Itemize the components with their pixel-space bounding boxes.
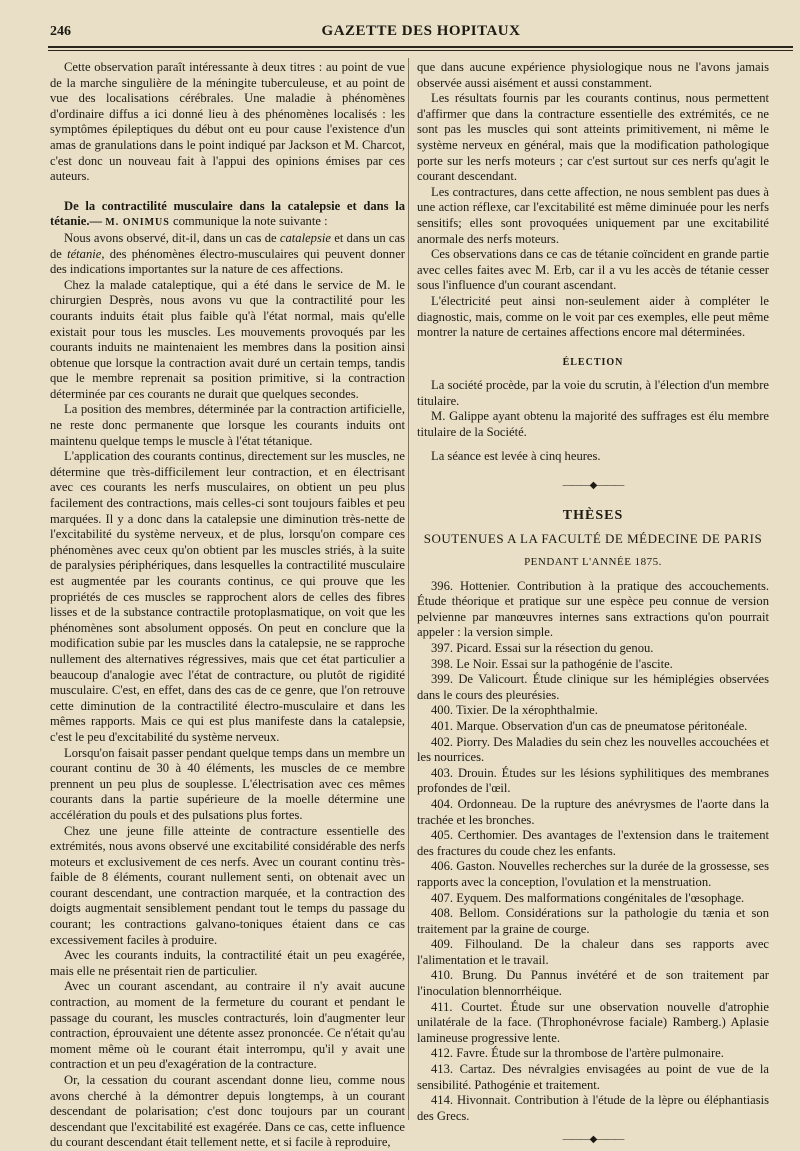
- paragraph: Avec un courant ascendant, au contraire il n'y avait aucune contraction, au moment de la fermeture du courant et pendant le passage du courant, les muscles contracturés, loin d'augmenter leur contraction, éprouvaient une détente assez prononcée. Ce n'était qu'au moment même où le courant était interrompu, qu'il y avait une contraction et un peu d'exagération de la contracture.: [50, 979, 405, 1072]
- theses-subtitle: SOUTENUES A LA FACULTÉ DE MÉDECINE DE PARIS: [423, 531, 763, 547]
- thesis-entry: 399. De Valicourt. Étude clinique sur les hémiplégies observées dans le cours des pleurésies.: [417, 672, 769, 702]
- thesis-entry: 408. Bellom. Considérations sur la pathologie du tænia et son traitement par la graine de courge.: [417, 906, 769, 936]
- thesis-entry: 405. Certhomier. Des avantages de l'extension dans le traitement des fractures du coude chez les enfants.: [417, 828, 769, 858]
- column-divider: [408, 58, 409, 1120]
- thesis-entry: 409. Filhouland. De la chaleur dans ses rapports avec l'alimentation et le travail.: [417, 937, 769, 967]
- paragraph: Chez une jeune fille atteinte de contracture essentielle des extrémités, nous avons observé une excitabilité considérable des nerfs moteurs et exclusivement de ces nerfs. Avec un courant continu très-faible de 8 éléments, courant nullement senti, on obtenait avec un courant descendant, une contraction marquée, et la contraction des doigts augmentait sensiblement pendant tout le temps du passage du courant; les contractions galvano-toniques étaient dans ce cas excessivement faciles à produire.: [50, 823, 405, 947]
- paragraph: Les résultats fournis par les courants continus, nous permettent d'affirmer que dans la contracture essentielle des extrémités, ce ne sont pas les muscles qui sont atteints primitivement, ni même le système nerveux en général, mais que la modification pathologique porte sur les nerfs moteurs ; car c'est surtout sur ces nerfs qu'agit le courant descendant.: [417, 91, 769, 184]
- heading-title: De la contractilité musculaire dans la catalepsie et dans la tétanie.—: [50, 198, 405, 229]
- thesis-entry: 414. Hivonnait. Contribution à l'étude de la lèpre ou éléphantiasis des Grecs.: [417, 1093, 769, 1123]
- thesis-entry: 402. Piorry. Des Maladies du sein chez les nouvelles accouchées et les nourrices.: [417, 734, 769, 765]
- paragraph: Ces observations dans ce cas de tétanie coïncident en grande partie avec celles faites avec M. Erb, car il a vu les accès de tétanie cesser sous l'influence d'un courant ascendant.: [417, 247, 769, 293]
- paragraph: que dans aucune expérience physiologique nous ne l'avons jamais observée aussi aisément et aussi constamment.: [417, 60, 769, 90]
- paragraph: Or, la cessation du courant ascendant donne lieu, comme nous avons cherché à la démontrer depuis longtemps, à un courant descendant de polarisation; c'est donc toujours par un courant descendant que l'excitabilité est exagérée. Dans ce cas, cette influence du courant descendant était tellement nette, et si facile à reproduire,: [50, 1073, 405, 1150]
- paragraph: Cette observation paraît intéressante à deux titres : au point de vue de la marche singulière de la méningite tuberculeuse, et au point de vue des localisations cérébrales. Une maladie à phénomènes d'ordinaire diffus a ici donné lieu à des phénomènes localisés : les symptômes épileptiques du début ont eu pour cause l'existence d'un amas de granulations dans le point indiqué par Jackson et M. Charcot, c'est donc un nouveau fait à l'appui des opinions émises par ces auteurs.: [50, 60, 405, 184]
- page-header: [50, 20, 792, 46]
- thesis-entry: 401. Marque. Observation d'un cas de pneumatose péritonéale.: [431, 718, 748, 733]
- thesis-entry: 400. Tixier. De la xérophthalmie.: [431, 703, 598, 718]
- thesis-entry: 410. Brung. Du Pannus invétéré et de son traitement par l'inoculation blennorrhéique.: [417, 968, 769, 999]
- paragraph: La société procède, par la voie du scrutin, à l'élection d'un membre titulaire.: [417, 378, 769, 408]
- paragraph: Les contractures, dans cette affection, ne nous semblent pas dues à une action réflexe, car l'excitabilité est même diminuée pour les nerfs sensitifs; elles sont provoquées uniquement par une excitabilité anormale des nerfs moteurs.: [417, 184, 769, 246]
- paragraph: L'application des courants continus, directement sur les muscles, ne détermine que très-difficilement leur contraction, et en électrisant avec ces courants les nerfs musculaires, on obtient un peu plus facilement des contractions, mais celles-ci sont toujours faibles et peu marquées. Il y a donc dans la catalepsie une diminution très-nette de l'excitabilité du système nerveux, et de plus, lorsqu'on compare ces phénomènes avec ceux qu'on obtient par les muscles striés, à la suite de paralysies périphériques, dans lesquelles la contractilité musculaire est augmentée par les courants continus, ce qui prouve que les propriétés de ces muscles se rapprochent alors de celles des fibres lisses et de la substance contractile protoplasmatique, on voit que les phénomènes sont absolument opposés. On peut en conclure que la modification subie par les muscles dans la catalepsie, ne se rapproche nullement des alternatives régressives, mais que cet état particulier a beaucoup d'analogie avec l'état de contracture, ou plutôt de rigidité musculaire. C'est, en effet, dans des cas de ce genre, que l'on retrouve cette diminution de la contractilité électro-musculaire et dans les mêmes rapports. Mais ce qui est plus manifeste dans la catalepsie, c'est le peu d'excitabilité du système nerveux.: [50, 449, 405, 744]
- heading-tail: communique la note suivante :: [169, 214, 328, 229]
- paragraph: Nous avons observé, dit-il, dans un cas de catalepsie et dans un cas de tétanie, des phénomènes électro-musculaires qui peuvent donner des indications importantes sur la nature de ces affections.: [50, 230, 405, 277]
- thesis-entry: 412. Favre. Étude sur la thrombose de l'artère pulmonaire.: [431, 1046, 724, 1061]
- ornament-end: ———◆———: [562, 1134, 624, 1146]
- theses-title: THÈSES: [562, 507, 624, 523]
- thesis-entry: 406. Gaston. Nouvelles recherches sur la durée de la grossesse, ses rapports avec la conception, l'ovulation et la menstruation.: [417, 859, 769, 889]
- header-rule-thin: [48, 50, 793, 51]
- right-column: [417, 60, 769, 1148]
- paragraph: Avec les courants induits, la contractilité était un peu exagérée, mais elle ne présentait rien de particulier.: [50, 948, 405, 978]
- section-heading: [50, 199, 405, 231]
- thesis-entry: 398. Le Noir. Essai sur la pathogénie de l'ascite.: [431, 656, 673, 671]
- paragraph: La séance est levée à cinq heures.: [431, 448, 601, 463]
- theses-list: [417, 579, 769, 1125]
- left-column: [50, 60, 405, 1151]
- page-number: 246: [50, 24, 71, 39]
- thesis-entry: 413. Cartaz. Des névralgies envisagées au point de vue de la sensibilité. Pathogénie et traitement.: [417, 1062, 769, 1092]
- election-heading: ÉLECTION: [562, 356, 624, 368]
- paragraph: Chez la malade cataleptique, qui a été dans le service de M. le chirurgien Desprès, nous avons vu que la contractilité pour les courants induits était plus faible qu'à l'état normal, mais qu'elle existait pour tous les muscles. Les mouvements provoqués par les courants induits ne maintenaient les membres dans la position ainsi obtenue que lorsque la contraction avait duré un certain temps, tandis que le membre reprenait sa position primitive, si la contraction déterminée par ces courants ne durait que quelques secondes.: [50, 277, 405, 401]
- thesis-entry: 407. Eyquem. Des malformations congénitales de l'œsophage.: [431, 890, 745, 905]
- thesis-entry: 404. Ordonneau. De la rupture des anévrysmes de l'aorte dans la trachée et les bronches.: [417, 796, 769, 827]
- paragraph: Lorsqu'on faisait passer pendant quelque temps dans un membre un courant continu de 30 à 40 éléments, les muscles de ce membre prennent un peu plus de souplesse. L'électrisation avec ces mêmes courants dans la partie supérieure de la moelle détermine une accélération du pouls et des pulsations plus fortes.: [50, 745, 405, 822]
- paragraph: L'électricité peut ainsi non-seulement aider à compléter le diagnostic, mais, comme on le voit par ces exemples, elle peut même montrer la nature de certaines affections encore mal déterminées.: [417, 293, 769, 340]
- paragraph: La position des membres, déterminée par la contraction artificielle, ne reste donc permanente que lorsque les courants induits ont maintenu quelque temps le muscle à l'état tétanique.: [50, 402, 405, 448]
- thesis-entry: 411. Courtet. Étude sur une observation nouvelle d'atrophie unilatérale de la face. (Throphonévrose faciale) Ramberg.) Aplasie lamineuse progressive lente.: [417, 999, 769, 1045]
- thesis-entry: 403. Drouin. Études sur les lésions syphilitiques des membranes profondes de l'œil.: [417, 765, 769, 796]
- heading-author: M. ONIMUS: [105, 217, 170, 229]
- thesis-entry: 396. Hottenier. Contribution à la pratique des accouchements. Étude théorique et pratique sur une espèce peu connue de version pelvienne par manœuvres internes sans extractions qu'on pourrait appeler : la version simple.: [417, 578, 769, 640]
- ornament-divider: ———◆———: [562, 480, 624, 492]
- paragraph: M. Galippe ayant obtenu la majorité des suffrages est élu membre titulaire de la Société.: [417, 409, 769, 440]
- thesis-entry: 397. Picard. Essai sur la résection du genou.: [431, 641, 654, 655]
- header-rule-thick: [48, 46, 793, 48]
- running-title: GAZETTE DES HOPITAUX: [321, 23, 521, 39]
- theses-year: PENDANT L'ANNÉE 1875.: [524, 556, 662, 569]
